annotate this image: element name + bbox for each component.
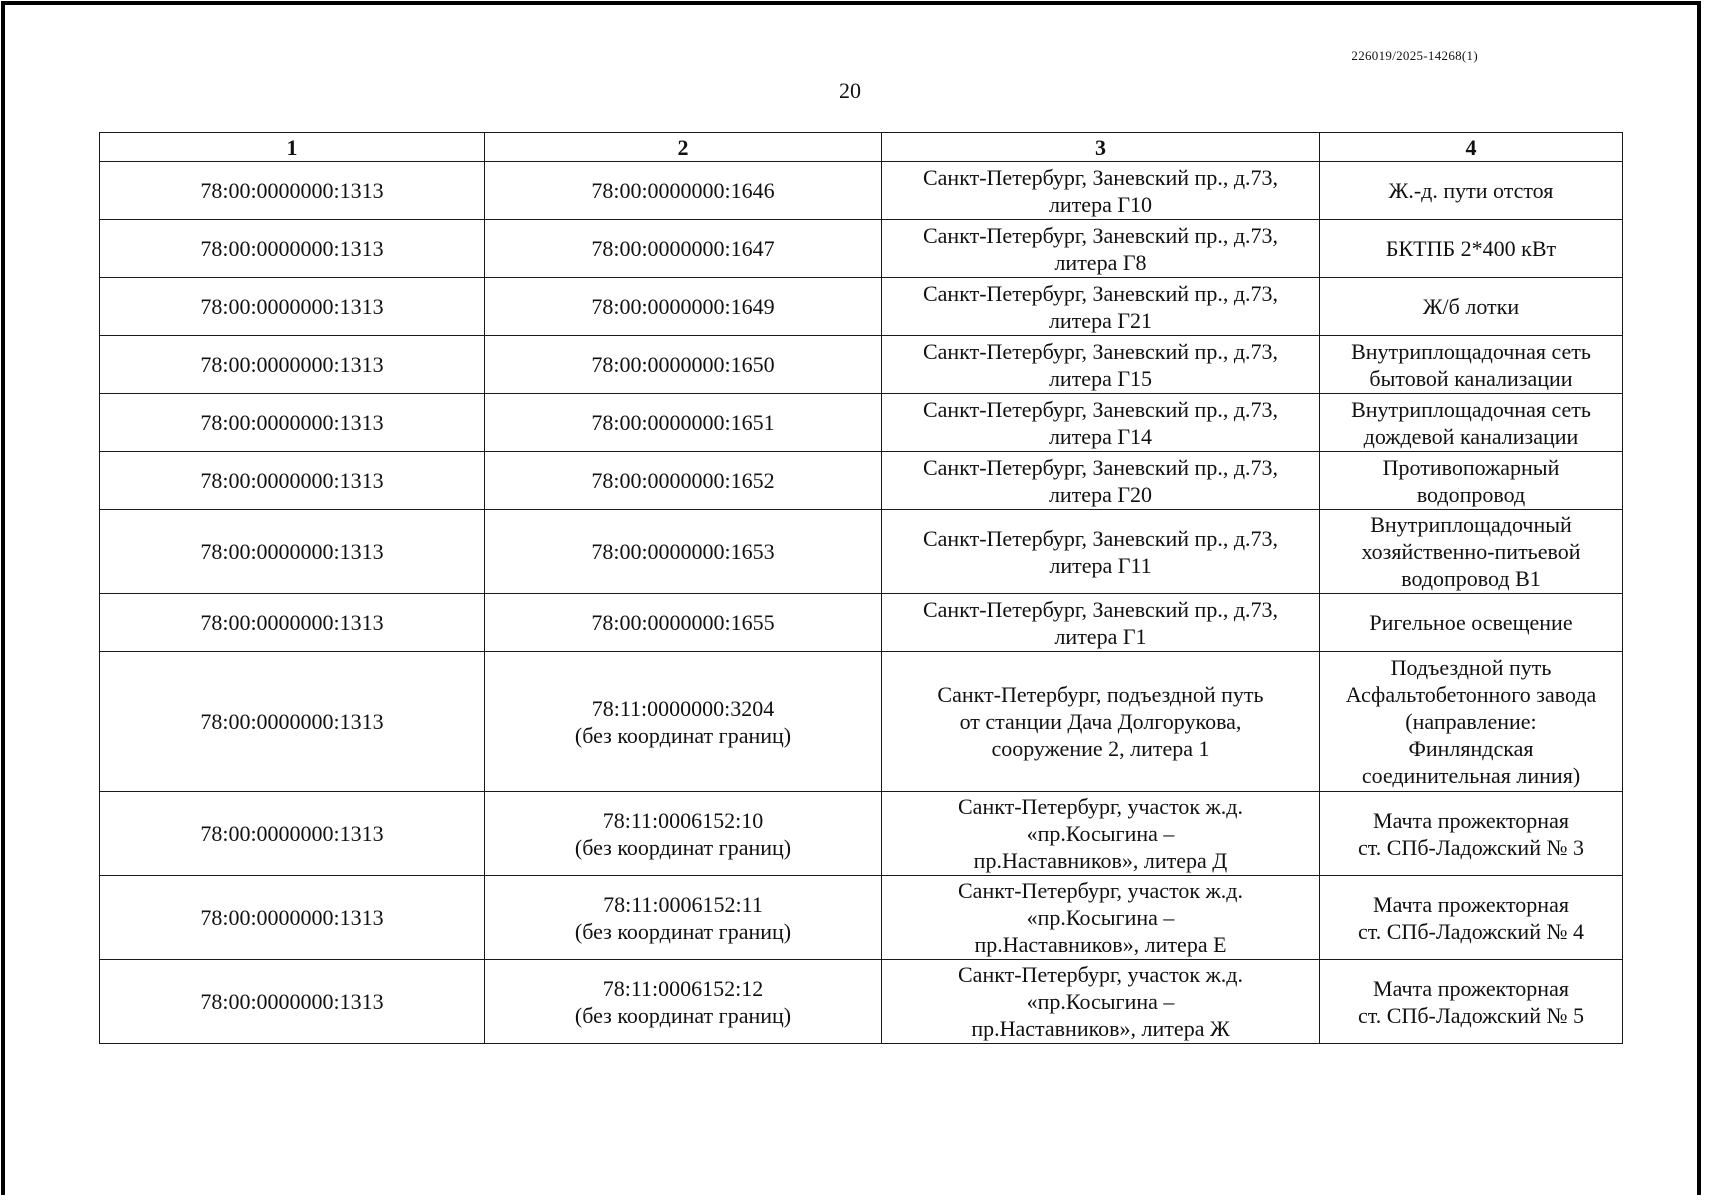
object-name-cell: Мачта прожекторная ст. СПб-Ладожский № 4 (1320, 876, 1623, 960)
object-name-cell: Ж/б лотки (1320, 278, 1623, 336)
cadastral-number-cell: 78:00:0000000:1313 (100, 336, 485, 394)
column-header-4: 4 (1320, 133, 1623, 162)
table-row (100, 336, 1623, 394)
cadastral-number-cell: 78:00:0000000:1313 (100, 652, 485, 792)
object-number-cell: 78:00:0000000:1651 (485, 394, 882, 452)
object-number-cell: 78:00:0000000:1649 (485, 278, 882, 336)
column-header-2: 2 (485, 133, 882, 162)
object-name-cell: Мачта прожекторная ст. СПб-Ладожский № 5 (1320, 960, 1623, 1044)
object-name-cell: Ж.-д. пути отстоя (1320, 162, 1623, 220)
object-name-cell: Внутриплощадочная сеть бытовой канализации (1320, 336, 1623, 394)
address-cell: Санкт-Петербург, Заневский пр., д.73, литера Г8 (882, 220, 1320, 278)
table-row (100, 510, 1623, 594)
cadastral-number-cell: 78:00:0000000:1313 (100, 452, 485, 510)
table-row (100, 960, 1623, 1044)
table-row (100, 278, 1623, 336)
address-cell: Санкт-Петербург, подъездной путь от станции Дача Долгорукова, сооружение 2, литера 1 (882, 652, 1320, 792)
object-number-cell: 78:11:0006152:11 (без координат границ) (485, 876, 882, 960)
object-number-cell: 78:00:0000000:1653 (485, 510, 882, 594)
cadastral-number-cell: 78:00:0000000:1313 (100, 278, 485, 336)
object-name-cell: Внутриплощадочная сеть дождевой канализации (1320, 394, 1623, 452)
object-name-cell: БКТПБ 2*400 кВт (1320, 220, 1623, 278)
column-header-3: 3 (882, 133, 1320, 162)
address-cell: Санкт-Петербург, Заневский пр., д.73, литера Г14 (882, 394, 1320, 452)
cadastral-number-cell: 78:00:0000000:1313 (100, 876, 485, 960)
address-cell: Санкт-Петербург, Заневский пр., д.73, литера Г10 (882, 162, 1320, 220)
page-number: 20 (839, 78, 861, 103)
object-name-cell: Ригельное освещение (1320, 594, 1623, 652)
address-cell: Санкт-Петербург, участок ж.д. «пр.Косыгина – пр.Наставников», литера Е (882, 876, 1320, 960)
object-number-cell: 78:00:0000000:1650 (485, 336, 882, 394)
object-number-cell: 78:00:0000000:1647 (485, 220, 882, 278)
object-name-cell: Противопожарный водопровод (1320, 452, 1623, 510)
address-cell: Санкт-Петербург, Заневский пр., д.73, литера Г20 (882, 452, 1320, 510)
object-number-cell: 78:11:0006152:10 (без координат границ) (485, 792, 882, 876)
object-number-cell: 78:00:0000000:1652 (485, 452, 882, 510)
address-cell: Санкт-Петербург, Заневский пр., д.73, литера Г11 (882, 510, 1320, 594)
table-row (100, 452, 1623, 510)
address-cell: Санкт-Петербург, Заневский пр., д.73, литера Г21 (882, 278, 1320, 336)
object-name-cell: Подъездной путь Асфальтобетонного завода (направление: Финляндская соединительная линия) (1320, 652, 1623, 792)
object-name-cell: Внутриплощадочный хозяйственно-питьевой водопровод В1 (1320, 510, 1623, 594)
table-row (100, 220, 1623, 278)
address-cell: Санкт-Петербург, Заневский пр., д.73, литера Г1 (882, 594, 1320, 652)
table-row (100, 876, 1623, 960)
cadastral-number-cell: 78:00:0000000:1313 (100, 594, 485, 652)
table-row (100, 394, 1623, 452)
object-name-cell: Мачта прожекторная ст. СПб-Ладожский № 3 (1320, 792, 1623, 876)
address-cell: Санкт-Петербург, участок ж.д. «пр.Косыгина – пр.Наставников», литера Ж (882, 960, 1320, 1044)
table-row (100, 652, 1623, 792)
address-cell: Санкт-Петербург, Заневский пр., д.73, литера Г15 (882, 336, 1320, 394)
object-number-cell: 78:00:0000000:1646 (485, 162, 882, 220)
document-number: 226019/2025-14268(1) (1351, 48, 1478, 63)
address-cell: Санкт-Петербург, участок ж.д. «пр.Косыгина – пр.Наставников», литера Д (882, 792, 1320, 876)
column-header-1: 1 (100, 133, 485, 162)
table-row (100, 594, 1623, 652)
object-number-cell: 78:11:0006152:12 (без координат границ) (485, 960, 882, 1044)
object-number-cell: 78:11:0000000:3204 (без координат границ) (485, 652, 882, 792)
cadastral-number-cell: 78:00:0000000:1313 (100, 394, 485, 452)
table-row (100, 792, 1623, 876)
object-number-cell: 78:00:0000000:1655 (485, 594, 882, 652)
table-header-row (100, 133, 1623, 162)
cadastral-number-cell: 78:00:0000000:1313 (100, 510, 485, 594)
cadastral-number-cell: 78:00:0000000:1313 (100, 960, 485, 1044)
cadastral-number-cell: 78:00:0000000:1313 (100, 162, 485, 220)
cadastral-number-cell: 78:00:0000000:1313 (100, 220, 485, 278)
table-row (100, 162, 1623, 220)
cadastral-number-cell: 78:00:0000000:1313 (100, 792, 485, 876)
registry-table (99, 132, 1623, 1044)
